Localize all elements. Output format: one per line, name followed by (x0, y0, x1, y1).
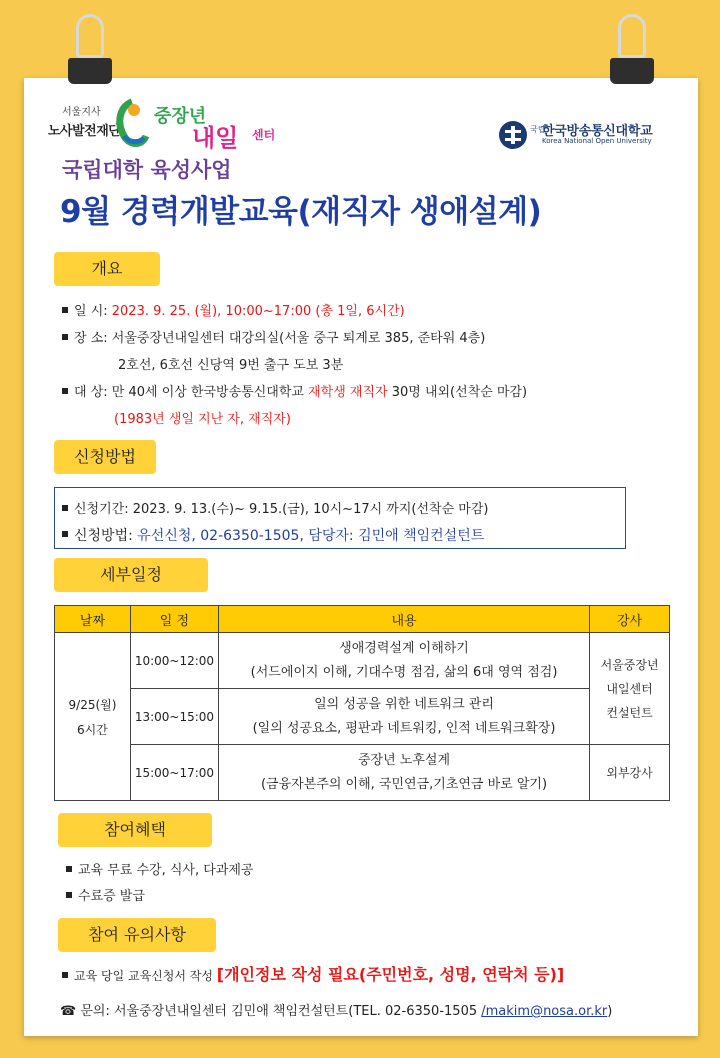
bullet-icon (62, 334, 68, 340)
bullet-icon (62, 307, 68, 313)
bullet-icon (62, 531, 68, 537)
org-name: 노사발전재단 (48, 124, 121, 139)
table-row (55, 633, 670, 689)
session-title: 일의 성공을 위한 네트워크 관리 (314, 696, 494, 712)
bullet-icon (66, 892, 72, 898)
instructor-text: 컨설턴트 (606, 705, 653, 720)
session-detail: (서드에이지 이해, 기대수명 점검, 삶의 6대 영역 점검) (250, 664, 558, 680)
column-header: 강사 (590, 606, 670, 633)
date-label: 일 시: (74, 304, 112, 319)
session-detail: (일의 성공요소, 평판과 네트워킹, 인적 네트워크확장) (252, 720, 556, 736)
center-logo (112, 96, 292, 152)
overview-date (62, 300, 405, 319)
session-detail: (금융자본주의 이해, 국민연금,기초연금 바로 알기) (260, 776, 548, 792)
apply-heading: 신청방법 (54, 440, 156, 474)
contact-close: ) (607, 1004, 613, 1019)
bullet-icon (62, 388, 68, 394)
overview-target-sub: (1983년 생일 지난 자, 재직자) (114, 412, 291, 427)
notes-text: 교육 당일 교육신청서 작성 (74, 969, 217, 983)
binder-clip-right-icon (610, 14, 654, 82)
column-header: 날짜 (55, 606, 131, 633)
content-cell (218, 745, 589, 801)
session-title: 중장년 노후설계 (357, 752, 451, 768)
table-header-row (55, 606, 670, 633)
table-row (55, 745, 670, 801)
table-row (55, 689, 670, 745)
benefits-heading: 참여혜택 (58, 813, 212, 847)
notes-heading: 참여 유의사항 (58, 918, 216, 952)
bullet-icon (62, 972, 68, 978)
apply-period (62, 498, 489, 517)
page-title: 9월 경력개발교육(재직자 생애설계) (60, 194, 542, 230)
place-label: 장 소: (74, 331, 112, 346)
instructor-cell: 외부강사 (590, 745, 670, 801)
university-name: 한국방송통신대학교 (542, 124, 653, 139)
period-label: 신청기간: (74, 502, 133, 517)
hours-text: 6시간 (77, 722, 108, 737)
target-text-end: 30명 내외(선착순 마감) (387, 385, 528, 400)
time-cell: 13:00~15:00 (130, 689, 218, 745)
instructor-cell (590, 633, 670, 745)
notes-highlight: [개인정보 작성 필요(주민번호, 성명, 연락처 등)] (216, 965, 565, 984)
time-cell: 10:00~12:00 (130, 633, 218, 689)
center-logo-text-a: 중장년 (154, 106, 207, 127)
contact-text: 문의: 서울중장년내일센터 김민애 책임컨설턴트(TEL. 02-6350-1505 (80, 1004, 482, 1019)
binder-clip-left-icon (68, 14, 112, 82)
overview-place-sub: 2호선, 6호선 신당역 9번 출구 도보 3분 (118, 358, 344, 373)
benefit-text: 수료증 발급 (78, 889, 145, 904)
university-emblem-icon (498, 120, 528, 150)
target-highlight: 재학생 재직자 (308, 385, 388, 400)
apply-method (62, 525, 484, 545)
benefit-text: 교육 무료 수강, 식사, 다과제공 (78, 863, 254, 878)
overview-heading: 개요 (54, 252, 160, 286)
contact-line (60, 1000, 612, 1019)
phone-icon: ☎ (60, 1004, 77, 1019)
target-text: 만 40세 이상 한국방송통신대학교 (111, 385, 309, 400)
overview-target (62, 381, 527, 400)
instructor-text: 내일센터 (606, 681, 653, 696)
time-cell: 15:00~17:00 (130, 745, 218, 801)
session-title: 생애경력설계 이해하기 (339, 640, 469, 656)
org-region: 서울지사 (62, 107, 101, 118)
benefit-item (66, 859, 254, 878)
target-label: 대 상: (74, 385, 112, 400)
method-label: 신청방법: (74, 528, 138, 544)
center-logo-icon (112, 96, 152, 152)
content-cell (218, 633, 589, 689)
date-value: 2023. 9. 25. (월), 10:00~17:00 (총 1일, 6시간) (111, 304, 405, 319)
column-header: 일 정 (130, 606, 218, 633)
instructor-text: 서울중장년 (600, 657, 659, 672)
university-logo (498, 118, 678, 154)
date-text: 9/25(월) (68, 697, 117, 712)
content-cell (218, 689, 589, 745)
bullet-icon (62, 505, 68, 511)
benefit-item (66, 885, 145, 904)
overview-place (62, 327, 485, 346)
center-logo-text-b: 내일 (192, 124, 239, 152)
schedule-table (54, 605, 670, 801)
contact-email-link[interactable]: /makim@nosa.or.kr (481, 1004, 608, 1019)
period-value: 2023. 9. 13.(수)~ 9.15.(금), 10시~17시 까지(선착순 마감) (132, 502, 489, 517)
page-subtitle: 국립대학 육성사업 (62, 158, 232, 182)
center-logo-text-c: 센터 (252, 128, 276, 142)
notes-item (62, 962, 564, 985)
bullet-icon (66, 866, 72, 872)
university-prefix: 국립 (530, 125, 546, 134)
place-value: 서울중장년내일센터 대강의실(서울 중구 퇴계로 385, 준타워 4층) (111, 331, 486, 346)
column-header: 내용 (218, 606, 589, 633)
schedule-heading: 세부일정 (54, 558, 208, 592)
method-value: 유선신청, 02-6350-1505, 담당자: 김민애 책임컨설턴트 (137, 528, 485, 544)
date-cell (55, 633, 131, 801)
university-name-en: Korea National Open University (542, 137, 652, 145)
